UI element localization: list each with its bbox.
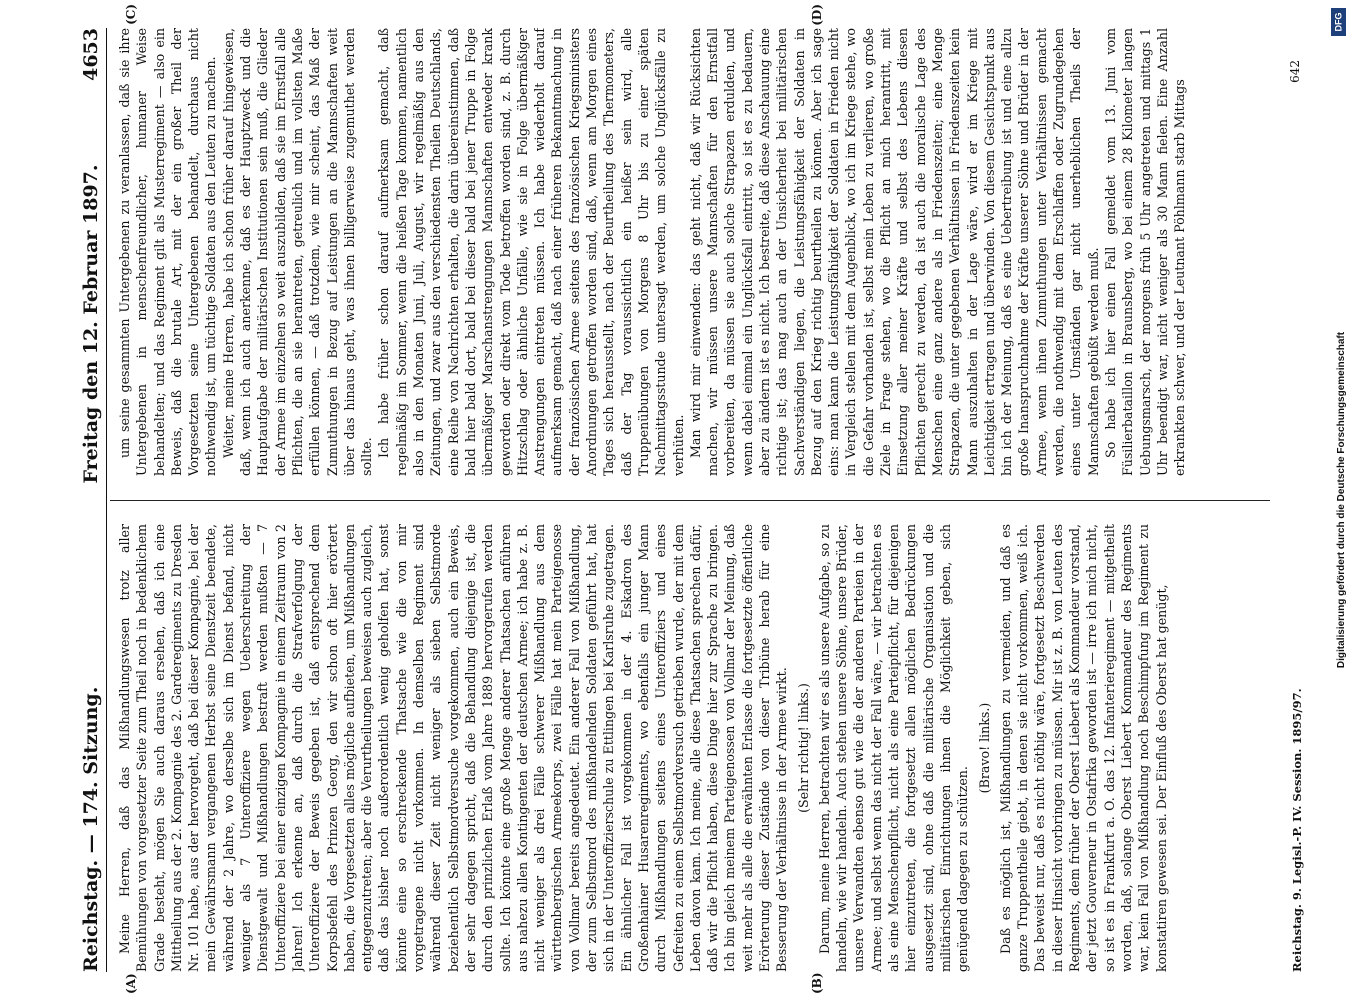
paragraph: Meine Herren, daß das Mißhandlungswesen trotz aller Bemühungen von vorgesetzter Seite zum Theil noch in bedenklichem Grade besteht, mögen Sie auch daraus ersehen, daß ich eine Mittheilung aus der 2. Kompagnie des 2. Garderegiments zu Dresden Nr. 101 habe, aus der hervorgeht, daß bei dieser Kompagnie, bei der mein Gewährsmann vergangenen Herbst seine Dienstzeit beendete, während der 2 Jahre, wo derselbe sich im Dienst befand, nicht weniger als 7 Unteroffiziere wegen Ueberschreitung der Dienstgewalt und Mißhandlungen bestraft werden mußten — 7 Unteroffiziere bei einer einzigen Kompagnie in einem Zeitraum von 2 Jahren! Ich erkenne an, daß durch die Strafverfolgung der Unteroffiziere der Beweis gegeben ist, daß entsprechend dem Korpsbefehl des Prinzen Georg, den wir schon oft hier erörtert haben, die Vorgesetzten alles mögliche aufbieten, um Mißhandlungen entgegenzutreten; aber die Verurtheilungen beweisen auch zugleich, daß das bisher noch außerordentlich wenig geholfen hat, sonst könnte eine so erschreckende Thatsache wie die von mir vorgetragene nicht vorkommen. In demselben Regiment sind während dieser Zeit nicht weniger als sieben Selbstmorde beziehentlich Selbstmordversuche vorgekommen, auch ein Beweis, der sehr dagegen spricht, daß die Behandlung diejenige ist, die durch den prinzlichen Erlaß vom Jahre 1889 hervorgerufen werden sollte. Ich könnte eine große Menge anderer Thatsachen anführen aus nahezu allen Kontingenten der deutschen Armee; ich habe z. B. nicht weniger als drei Fälle schwerer Mißhandlung aus dem württembergischen Armeekorps, zwei Fälle hat mein Parteigenosse von Vollmar bereits angedeutet. Ein anderer Fall von Mißhandlung, der zum Selbstmord des mißhandelnden Soldaten geführt hat, hat sich in der Unteroffizierschule zu Ettlingen bei Karlsruhe zugetragen. Ein ähnlicher Fall ist vorgekommen in der 4. Eskadron des Großenhainer Husarenregiments, wo ebenfalls ein junger Mann durch Mißhandlungen seitens eines Unteroffiziers und eines Gefreiten zu einem Selbstmordversuch getrieben wurde, der mit dem Leben davon kam. Ich meine, alle diese Thatsachen sprechen dafür, daß wir die Pflicht haben, diese Dinge hier zur Sprache zu bringen. Ich bin gleich meinem Parteigenossen von Vollmar der Meinung, daß weit mehr als alle die erwähnten Erlasse die fortgesetzte öffentliche Erörterung dieser Zustände von dieser Tribüne herab für eine Besserung der Verhältnisse in der Armee wirkt. — [117, 524, 790, 972]
bottom-page-number: 642 — [1288, 60, 1302, 83]
paragraph: Darum, meine Herren, betrachten wir es als unsere Aufgabe, so zu handeln, wie wir handeln. Auch stehen unsere Söhne, unsere Brüder, unsere Verwandten ebenso gut wie die der anderen Parteien in der Armee; und selbst wenn das nicht der Fall wäre, — wir betrachten es als eine Menschenpflicht, nicht als eine Parteipflicht, für diejenigen hier einzutreten, die fortgesetzt allen möglichen Bedrückungen ausgesetzt sind, ohne daß die militärische Organisation und die militärischen Einrichtungen ihnen die Möglichkeit geben, sich genügend dagegen zu schützen. — [816, 524, 971, 972]
rotated-document-page — [40, 0, 1310, 1000]
margin-marker-a: (A) — [124, 973, 138, 994]
margin-marker-d: (D) — [810, 4, 824, 26]
column-divider — [110, 500, 1270, 501]
page-footer: Reichstag. 9. Legisl.-P. IV. Session. 1895/97. — [1290, 688, 1304, 972]
paragraph: um seine gesammten Untergebenen zu veranlassen, daß sie ihre Untergebenen in menschenfreundlicher, humaner Weise behandelten; und das Regiment gilt als Musterregiment — also ein Beweis, daß die brutale Art, mit der ein großer Theil der Vorgesetzten seine Untergebenen behandelt, durchaus nicht nothwendig ist, um tüchtige Soldaten aus den Leuten zu machen. — [117, 28, 219, 476]
header-rule — [106, 28, 107, 972]
header-date: Freitag den 12. Februar 1897. — [80, 164, 102, 484]
paragraph: Man wird mir einwenden: das geht nicht, daß wir Rücksichten machen, wir müssen unsere Mannschaften für den Ernstfall vorbereiten, da müssen sie auch solche Strapazen erdulden, und wenn dabei einmal ein Unglücksfall eintritt, so ist es zu bedauern, aber zu ändern ist es nicht. Ich bestreite, daß diese Anschauung eine richtige ist; das mag auch an der Unsicherheit bei militärischen Sachverständigen liegen, die Leistungsfähigkeit der Soldaten in Bezug auf den Krieg richtig beurtheilen zu können. Aber ich sage eins: man kann die Leistungsfähigkeit der Soldaten in Frieden nicht in Vergleich stellen mit dem Augenblick, wo ich im Kriege stehe, wo die Gefahr vorhanden ist, selbst mein Leben zu verlieren, wo große Ziele in Frage stehen, wo die Pflicht an mich herantritt, mit Einsetzung aller meiner Kräfte und selbst des Lebens diesen Pflichten gerecht zu werden, da ist auch die moralische Lage des Menschen eine ganz andere als in Friedenszeiten; eine Menge Strapazen, die unter gegebenen Verhältnissen in Friedenszeiten kein Mann auszuhalten in der Lage wäre, wird er im Kriege mit Leichtigkeit ertragen und überwinden. Von diesem Gesichtspunkt aus bin ich der Meinung, daß es eine Uebertreibung ist und eine allzu große Inanspruchnahme der Kräfte unserer Söhne und Brüder in der Armee, wenn ihnen Zumuthungen unter Verhältnissen gemacht werden, die nothwendig mit dem Erschlaffen oder Zugrundegehen eines unter Umständen gar nicht unerheblichen Theils der Mannschaften gebüßt werden muß. — [687, 28, 1101, 476]
dfg-logo: DFG — [1331, 8, 1346, 36]
paragraph: Ich habe früher schon darauf aufmerksam gemacht, daß regelmäßig im Sommer, wenn die heißen Tage kommen, namentlich also in den Monaten Juni, Juli, August, wir regelmäßig aus den Zeitungen, und zwar aus den verschiedensten Theilen Deutschlands, eine Reihe von Nachrichten erhalten, die darin übereinstimmen, daß bald hier bald dort, bald bei dieser bald bei jener Truppe in Folge übermäßiger Marschanstrengungen Mannschaften entweder krank geworden oder direkt vom Tode betroffen worden sind, z. B. durch Hitzschlag oder ähnliche Unfälle, wie sie in Folge übermäßiger Anstrengungen eintreten müssen. Ich habe wiederholt darauf aufmerksam gemacht, daß nach einer früheren Bekanntmachung in der französischen Armee seitens des französischen Kriegsministers Anordnungen getroffen worden sind, daß, wenn am Morgen eines Tages sich herausstellt, nach der Beurtheilung des Thermometers, daß der Tag voraussichtlich ein heißer sein wird, alle Truppenübungen von Morgens 8 Uhr bis zu einer späten Nachmittagsstunde untersagt werden, um solche Unglücksfälle zu verhüten. — [376, 28, 686, 476]
margin-marker-b: (B) — [810, 972, 824, 994]
page-header — [62, 28, 102, 972]
left-text-column — [116, 524, 1288, 972]
digitization-credit: Digitalisierung gefördert durch die Deutsche Forschungsgemeinschaft — [1336, 331, 1347, 669]
paragraph: Weiter, meine Herren, habe ich schon früher darauf hingewiesen, daß, wenn ich auch anerkenne, daß es der Hauptzweck und die Hauptaufgabe der militärischen Institutionen sein muß, die Glieder der Armee im einzelnen so weit auszubilden, daß sie im Ernstfall alle Pflichten, die an sie herantreten, getreulich und im vollsten Maße erfüllen können, — daß trotzdem, wie mir scheint, das Maß der Zumuthungen in Bezug auf Leistungen an die Mannschaften weit über das hinaus geht, was ihnen billigerweise zugemuthet werden sollte. — [220, 28, 375, 476]
paragraph: So habe ich hier einen Fall gemeldet vom 13. Juni vom Füsilierbataillon in Braunsberg, wo bei einem 28 Kilometer langen Uebungsmarsch, der morgens früh 5 Uhr angetreten und mittags 1 Uhr beendigt war, nicht weniger als 30 Mann fielen. Eine Anzahl erkrankten schwer, und der Leutnant Pöhlmann starb Mittags — [1102, 28, 1188, 476]
right-text-column — [116, 28, 1288, 476]
header-left: Reichstag. — 174. Sitzung. — [80, 686, 102, 972]
margin-marker-c: (C) — [124, 4, 138, 25]
paragraph: Daß es möglich ist, Mißhandlungen zu vermeiden, und daß es ganze Truppentheile giebt, in denen sie nicht vorkommen, weiß ich. Das beweist nur, daß es nicht nöthig wäre, fortgesetzt Beschwerden in dieser Hinsicht vorbringen zu müssen. Mir ist z. B. von Leuten des Regiments, dem früher der Oberst Liebert als Kommandeur vorstand, der jetzt Gouverneur in Ostafrika geworden ist — irre ich mich nicht, so ist es in Frankfurt a. O. das 12. Infanterieregiment — mitgetheilt worden, daß, solange Oberst Liebert Kommandeur des Regiments war, kein Fall von Mißhandlung noch Beschimpfung im Regiment zu konstatiren gewesen sei. Der Einfluß des Oberst hat genügt, — [997, 524, 1169, 972]
interjection: (Bravo! links.) — [976, 702, 992, 794]
interjection: (Sehr richtig! links.) — [795, 683, 811, 813]
header-page-number: 4653 — [80, 28, 102, 81]
